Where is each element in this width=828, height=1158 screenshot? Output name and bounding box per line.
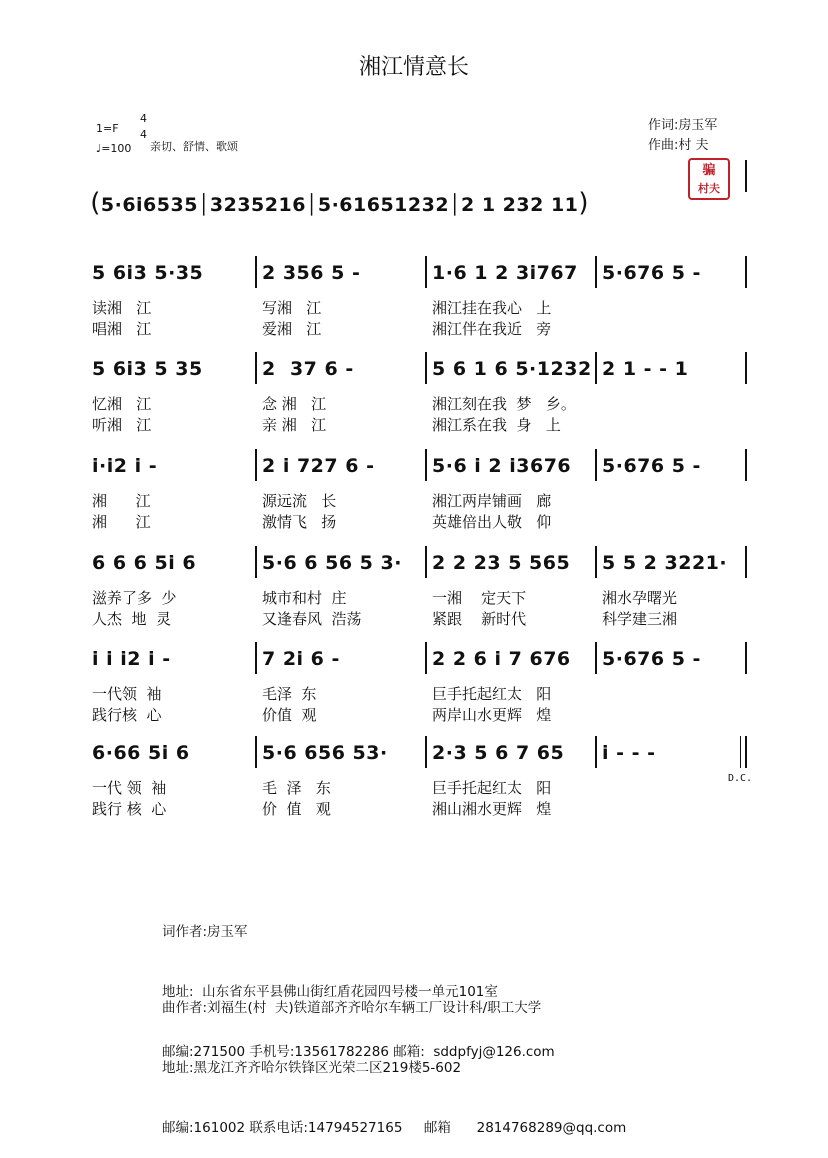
intro-notes: 5·6i6535│3235216│5·61651232│2 1 232 11 bbox=[100, 194, 579, 216]
measure-notes: i·i2 i - bbox=[92, 455, 158, 477]
lyric-verse-2: 价 值 观 bbox=[262, 800, 331, 818]
lyric-verse-1: 巨手托起红太 阳 bbox=[432, 779, 552, 797]
lyric-verse-2: 践行 核 心 bbox=[92, 800, 167, 818]
bar-line bbox=[745, 449, 747, 481]
bar-line bbox=[425, 642, 427, 674]
measure-notes: 2 356 5 - bbox=[262, 262, 361, 284]
repeat-open-paren: ( bbox=[90, 188, 101, 218]
measure-notes: 2 2 6 i 7 676 bbox=[432, 648, 571, 670]
lyric-verse-2: 听湘 江 bbox=[92, 416, 152, 434]
bar-line bbox=[595, 449, 597, 481]
measure-notes: i - - - bbox=[602, 742, 656, 764]
lyric-verse-2: 价值 观 bbox=[262, 706, 317, 724]
measure-notes: i i i2 i - bbox=[92, 648, 171, 670]
measure-notes: 1·6 1 2 3i767 bbox=[432, 262, 578, 284]
composer-info-line: 邮编:161002 联系电话:14794527165 邮箱 2814768289@qq.com bbox=[162, 1120, 627, 1136]
lyric-verse-2: 湘江伴在我近 旁 bbox=[432, 320, 552, 338]
lyric-verse-2: 激情飞 扬 bbox=[262, 513, 337, 531]
lyric-verse-2: 人杰 地 灵 bbox=[92, 610, 172, 628]
measure-notes: 5 6i3 5 35 bbox=[92, 358, 203, 380]
lyric-verse-1: 滋养了多 少 bbox=[92, 589, 177, 607]
lyric-verse-1: 湘 江 bbox=[92, 492, 151, 510]
measure-notes: 5·676 5 - bbox=[602, 455, 701, 477]
lyric-verse-1: 毛 泽 东 bbox=[262, 779, 331, 797]
bar-line bbox=[745, 642, 747, 674]
bar-line bbox=[595, 642, 597, 674]
lyric-verse-2: 亲 湘 江 bbox=[262, 416, 327, 434]
lyric-verse-1: 湘水孕曙光 bbox=[602, 589, 678, 607]
key-signature bbox=[96, 112, 276, 158]
lyric-verse-1: 源远流 长 bbox=[262, 492, 337, 510]
lyricist-info-line: 词作者:房玉军 bbox=[162, 924, 248, 940]
measure-notes: 6 6 6 5i 6 bbox=[92, 552, 197, 574]
lyric-verse-1: 巨手托起红太 阳 bbox=[432, 685, 552, 703]
lyric-verse-1: 城市和村 庄 bbox=[262, 589, 347, 607]
lyric-verse-1: 湘江挂在我心 上 bbox=[432, 299, 552, 317]
key-label: 1=F bbox=[96, 122, 119, 135]
bar-line bbox=[745, 256, 747, 288]
bar-line bbox=[255, 449, 257, 481]
measure-notes: 2 2 23 5 565 bbox=[432, 552, 571, 574]
lyric-verse-1: 一湘 定天下 bbox=[432, 589, 527, 607]
measure-notes: 5 5 2 3221· bbox=[602, 552, 728, 574]
measure-notes: 2·3 5 6 7 65 bbox=[432, 742, 565, 764]
intro-end-bar bbox=[745, 160, 747, 192]
lyricist-info-line: 邮编:271500 手机号:13561782286 邮箱: sddpfyj@126.com bbox=[162, 1044, 555, 1060]
lyric-verse-2: 湘山湘水更辉 煌 bbox=[432, 800, 552, 818]
lyric-verse-2: 又逢春风 浩荡 bbox=[262, 610, 362, 628]
bar-line bbox=[425, 736, 427, 768]
bar-line bbox=[425, 256, 427, 288]
bar-line bbox=[255, 736, 257, 768]
lyric-verse-2: 湘江系在我 身 上 bbox=[432, 416, 561, 434]
lyric-verse-1: 一代领 袖 bbox=[92, 685, 162, 703]
lyric-verse-1: 忆湘 江 bbox=[92, 395, 152, 413]
bar-line bbox=[745, 546, 747, 578]
bar-line bbox=[745, 352, 747, 384]
lyric-verse-2: 湘 江 bbox=[92, 513, 151, 531]
bar-line bbox=[745, 736, 747, 768]
bar-line bbox=[595, 352, 597, 384]
composer-info-line: 地址:黑龙江齐齐哈尔铁锋区光荣二区219楼5-602 bbox=[162, 1060, 462, 1076]
measure-notes: 5·676 5 - bbox=[602, 262, 701, 284]
bar-line bbox=[595, 736, 597, 768]
red-seal-stamp: 骗 村夫 bbox=[688, 158, 730, 200]
lyric-verse-2: 爱湘 江 bbox=[262, 320, 322, 338]
tempo-label: ♩=100 bbox=[96, 142, 132, 155]
lyric-verse-2: 两岸山水更辉 煌 bbox=[432, 706, 552, 724]
bar-line bbox=[255, 642, 257, 674]
bar-line bbox=[425, 546, 427, 578]
expression-mark: 亲切、舒情、歌颂 bbox=[150, 140, 238, 153]
measure-notes: 7 2i 6 - bbox=[262, 648, 340, 670]
credits bbox=[648, 116, 717, 156]
measure-notes: 6·66 5i 6 bbox=[92, 742, 190, 764]
lyric-verse-1: 一代 领 袖 bbox=[92, 779, 167, 797]
lyric-verse-1: 湘江两岸铺画 廊 bbox=[432, 492, 552, 510]
lyric-verse-1: 毛泽 东 bbox=[262, 685, 317, 703]
measure-notes: 2 i 727 6 - bbox=[262, 455, 375, 477]
bar-line bbox=[425, 449, 427, 481]
composer-info-line: 曲作者:刘福生(村 夫)铁道部齐齐哈尔车辆工厂设计科/职工大学 bbox=[162, 1000, 542, 1016]
lyric-verse-2: 英雄倍出人敬 仰 bbox=[432, 513, 552, 531]
lyric-verse-1: 念 湘 江 bbox=[262, 395, 327, 413]
bar-line bbox=[255, 546, 257, 578]
measure-notes: 2 1 - - 1 bbox=[602, 358, 689, 380]
lyric-verse-2: 紧跟 新时代 bbox=[432, 610, 527, 628]
bar-line bbox=[425, 352, 427, 384]
intro-row: (5·6i6535│3235216│5·61651232│2 1 232 11) bbox=[90, 188, 590, 218]
lyric-verse-1: 读湘 江 bbox=[92, 299, 152, 317]
measure-notes: 5·6 6 56 5 3· bbox=[262, 552, 402, 574]
lyricist-info-line: 地址: 山东省东平县佛山街红盾花园四号楼一单元101室 bbox=[162, 984, 498, 1000]
lyric-verse-2: 践行核 心 bbox=[92, 706, 162, 724]
lyric-verse-2: 科学建三湘 bbox=[602, 610, 678, 628]
composer-credit: 作曲:村 夫 bbox=[648, 138, 709, 153]
bar-line bbox=[595, 546, 597, 578]
measure-notes: 5·6 i 2 i3676 bbox=[432, 455, 572, 477]
time-top: 4 bbox=[140, 112, 147, 125]
measure-notes: 5·6 656 53· bbox=[262, 742, 388, 764]
time-bottom: 4 bbox=[140, 128, 147, 141]
measure-notes: 5 6 1 6 5·1232 bbox=[432, 358, 592, 380]
lyric-verse-2: 唱湘 江 bbox=[92, 320, 152, 338]
composer-info bbox=[162, 958, 626, 1158]
bar-line bbox=[595, 256, 597, 288]
measure-notes: 5 6i3 5·35 bbox=[92, 262, 204, 284]
da-capo-mark: D.C. bbox=[728, 773, 753, 784]
lyric-verse-1: 写湘 江 bbox=[262, 299, 322, 317]
lyricist-credit: 作词:房玉军 bbox=[648, 118, 718, 133]
lyric-verse-1: 湘江刻在我 梦 乡。 bbox=[432, 395, 576, 413]
bar-line bbox=[255, 256, 257, 288]
final-double-bar bbox=[740, 736, 741, 768]
song-title: 湘江情意长 bbox=[358, 55, 469, 80]
bar-line bbox=[255, 352, 257, 384]
measure-notes: 2 37 6 - bbox=[262, 358, 354, 380]
measure-notes: 5·676 5 - bbox=[602, 648, 701, 670]
